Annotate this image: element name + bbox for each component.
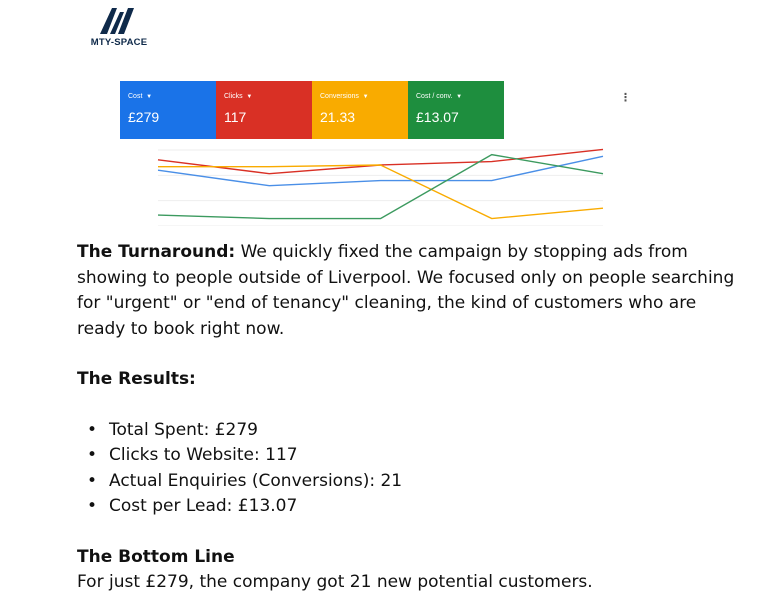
dropdown-caret-icon: ▼ (360, 94, 369, 100)
list-item: • Cost per Lead: £13.07 (77, 494, 737, 520)
metric-card-conversions[interactable] (312, 81, 408, 139)
company-logo (78, 6, 162, 48)
metric-label: Conversions ▼ (320, 93, 369, 100)
metric-value: £13.07 (416, 109, 459, 125)
metric-label: Cost ▼ (128, 93, 153, 100)
list-item: • Total Spent: £279 (77, 418, 737, 444)
metric-value: 21.33 (320, 109, 356, 125)
metric-label: Clicks ▼ (224, 93, 253, 100)
turnaround-paragraph (77, 240, 737, 342)
list-item: • Actual Enquiries (Conversions): 21 (77, 469, 737, 495)
results-list (77, 418, 737, 520)
performance-line-chart (120, 142, 640, 226)
more-vert-icon[interactable]: ⋮ (620, 91, 631, 104)
metric-card-clicks[interactable] (216, 81, 312, 139)
metric-label: Cost / conv. ▼ (416, 93, 463, 100)
dropdown-caret-icon: ▼ (244, 94, 253, 100)
logo-text: MTY-SPACE (90, 37, 148, 48)
series-line-2 (158, 165, 603, 219)
bottom-line-body: For just £279, the company got 21 new potential customers. (77, 572, 593, 592)
metric-value: £279 (128, 109, 160, 125)
metric-value: 117 (224, 109, 247, 125)
results-title: The Results: (77, 369, 196, 389)
ads-dashboard (120, 80, 640, 228)
article-body (77, 240, 737, 596)
metric-card-cost-per-conv[interactable] (408, 81, 504, 139)
dropdown-caret-icon: ▼ (454, 94, 463, 100)
list-item: • Clicks to Website: 117 (77, 443, 737, 469)
turnaround-body: We quickly fixed the campaign by stopping ads from showing to people outside of Liverpool. We focused only on people searching for "urgent" or "end of tenancy" cleaning, the kind of customers who are ready to book right now. (77, 242, 735, 339)
series-line-3 (158, 155, 603, 219)
dropdown-caret-icon: ▼ (144, 94, 153, 100)
series-line-1 (158, 156, 603, 185)
metric-card-cost[interactable] (120, 81, 216, 139)
bottom-line-title: The Bottom Line (77, 546, 235, 567)
mty-logo-mark (98, 6, 138, 36)
turnaround-title: The Turnaround: (77, 242, 236, 262)
